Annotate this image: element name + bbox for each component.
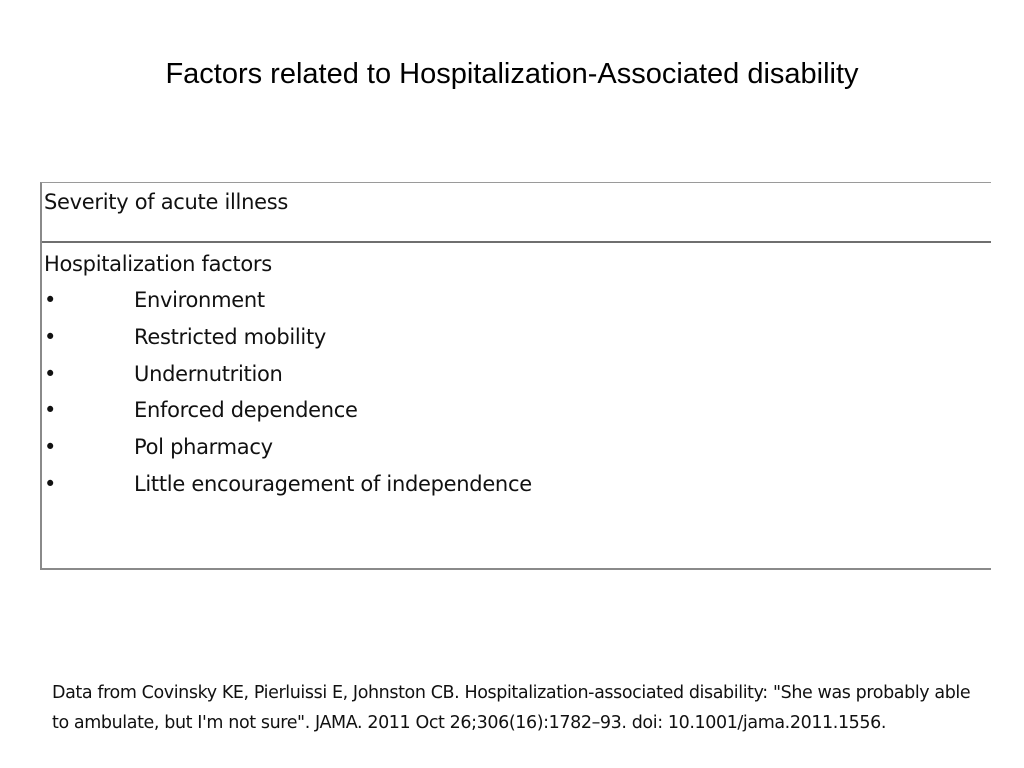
bullet-icon: • [44, 288, 57, 312]
bullet-icon: • [44, 398, 57, 423]
severity-row [42, 183, 991, 243]
bullet-icon: • [44, 471, 57, 496]
bullet-icon: • [44, 435, 57, 460]
citation-text: Data from Covinsky KE, Pierluissi E, Johnston CB. Hospitalization-associated disability: "She was probably able to ambulate, but I'm not sure". JAMA. 2011 Oct 26;306(16):1782–93. doi: 10.1001/jama.2011.1556. [52, 683, 971, 733]
bullet-icon: • [44, 361, 57, 386]
factor-label: Pol pharmacy [134, 435, 273, 460]
bullet-icon: • [44, 324, 57, 349]
factor-label: Enforced dependence [134, 398, 358, 423]
slide-title: Factors related to Hospitalization-Associated disability [165, 58, 859, 90]
severity-heading: Severity of acute illness [44, 190, 288, 214]
factor-label: Undernutrition [134, 361, 283, 386]
factors-table [40, 182, 991, 570]
factor-label: Little encouragement of independence [134, 471, 532, 496]
factor-label: Restricted mobility [134, 324, 327, 349]
factor-label: Environment [134, 288, 265, 312]
hospitalization-row [42, 243, 991, 568]
hospitalization-heading: Hospitalization factors [44, 252, 272, 276]
